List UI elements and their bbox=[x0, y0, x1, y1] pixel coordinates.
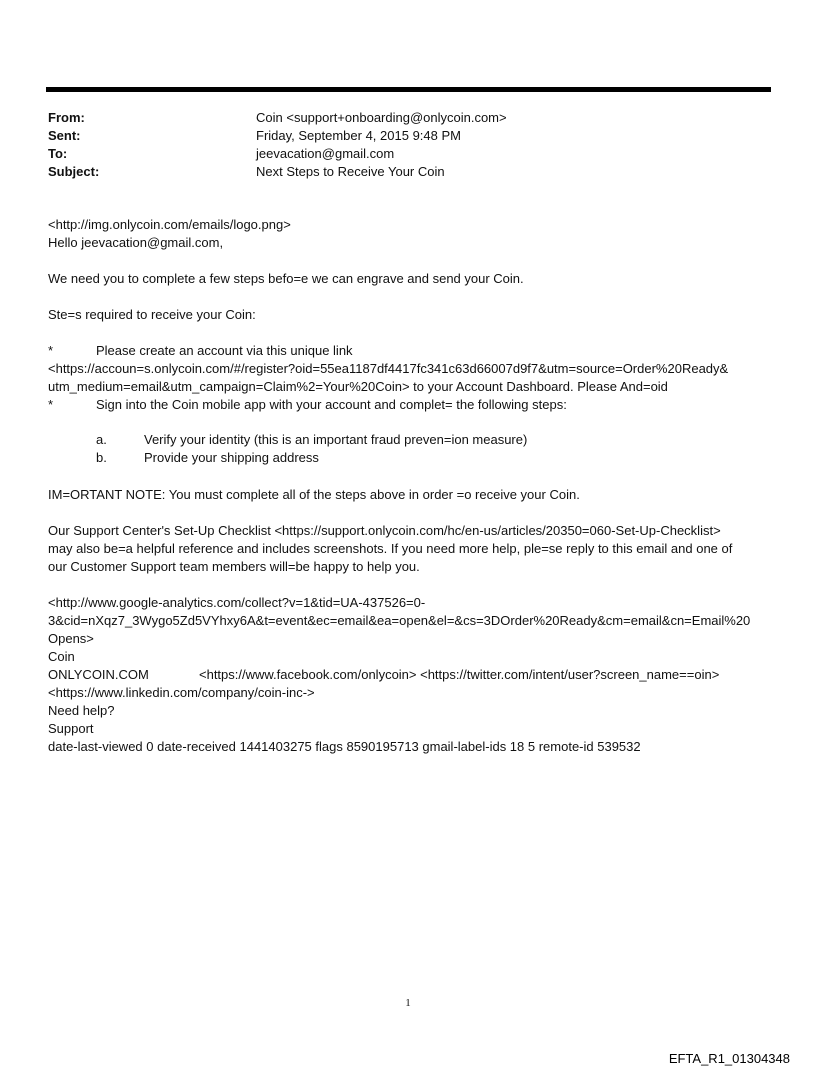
sub-item-a-text: Verify your identity (this is an important fraud preven=ion measure) bbox=[144, 432, 528, 447]
sub-item-a-mark: a. bbox=[96, 432, 107, 447]
from-label: From: bbox=[48, 110, 85, 125]
analytics-line-1: <http://www.google-analytics.com/collect?v=1&tid=UA-437526=0- bbox=[48, 595, 426, 610]
onlycoin-label: ONLYCOIN.COM bbox=[48, 667, 149, 682]
greeting: Hello jeevacation@gmail.com, bbox=[48, 235, 224, 250]
sub-item-b-mark: b. bbox=[96, 450, 107, 465]
social-links: <https://www.facebook.com/onlycoin> <https://twitter.com/intent/user?screen_name==oin> bbox=[199, 667, 720, 682]
sent-value: Friday, September 4, 2015 9:48 PM bbox=[256, 128, 461, 143]
to-label: To: bbox=[48, 146, 68, 161]
metadata-line: date-last-viewed 0 date-received 1441403275 flags 8590195713 gmail-label-ids 18 5 remote-id 539532 bbox=[48, 739, 641, 754]
coin-text: Coin bbox=[48, 649, 75, 664]
to-value: jeevacation@gmail.com bbox=[256, 146, 395, 161]
register-link-cont: utm_medium=email&utm_campaign=Claim%2=Your%20Coin> to your Account Dashboard. Please And=oid bbox=[48, 379, 668, 394]
bullet-1-mark: * bbox=[48, 343, 54, 358]
bullet-1-text: Please create an account via this unique link bbox=[96, 343, 353, 358]
support-text: Support bbox=[48, 721, 94, 736]
analytics-line-2: 3&cid=nXqz7_3Wygo5Zd5VYhxy6A&t=event&ec=email&ea=open&el=&cs=3DOrder%20Ready&cm=email&cn=Email%20 bbox=[48, 613, 751, 628]
bates-number: EFTA_R1_01304348 bbox=[668, 1051, 790, 1066]
register-link: <https://accoun=s.onlycoin.com/#/register?oid=55ea1187df4417fc341c63d66007d9f7&utm=source=Order%20Ready& bbox=[48, 361, 729, 376]
analytics-line-3: Opens> bbox=[48, 631, 94, 646]
intro-paragraph: We need you to complete a few steps befo=e we can engrave and send your Coin. bbox=[48, 271, 524, 286]
important-note: IM=ORTANT NOTE: You must complete all of the steps above in order =o receive your Coin. bbox=[48, 487, 580, 502]
page-number: 1 bbox=[405, 997, 411, 1009]
sub-item-b-text: Provide your shipping address bbox=[144, 450, 319, 465]
header-rule bbox=[46, 87, 771, 92]
logo-link: <http://img.onlycoin.com/emails/logo.png> bbox=[48, 217, 291, 232]
from-value: Coin <support+onboarding@onlycoin.com> bbox=[256, 110, 507, 125]
support-line-2: may also be=a helpful reference and includes screenshots. If you need more help, ple=se reply to this email and one of bbox=[48, 541, 733, 556]
bullet-2-text: Sign into the Coin mobile app with your account and complet= the following steps: bbox=[96, 397, 567, 412]
subject-label: Subject: bbox=[48, 164, 100, 179]
steps-heading: Ste=s required to receive your Coin: bbox=[48, 307, 256, 322]
sent-label: Sent: bbox=[48, 128, 81, 143]
support-line-3: our Customer Support team members will=be happy to help you. bbox=[48, 559, 420, 574]
support-line-1: Our Support Center's Set-Up Checklist <https://support.onlycoin.com/hc/en-us/articles/20350=060-Set-Up-Checklist> bbox=[48, 523, 721, 538]
bullet-2-mark: * bbox=[48, 397, 54, 412]
subject-value: Next Steps to Receive Your Coin bbox=[256, 164, 445, 179]
need-help: Need help? bbox=[48, 703, 115, 718]
linkedin-link: <https://www.linkedin.com/company/coin-inc-> bbox=[48, 685, 315, 700]
